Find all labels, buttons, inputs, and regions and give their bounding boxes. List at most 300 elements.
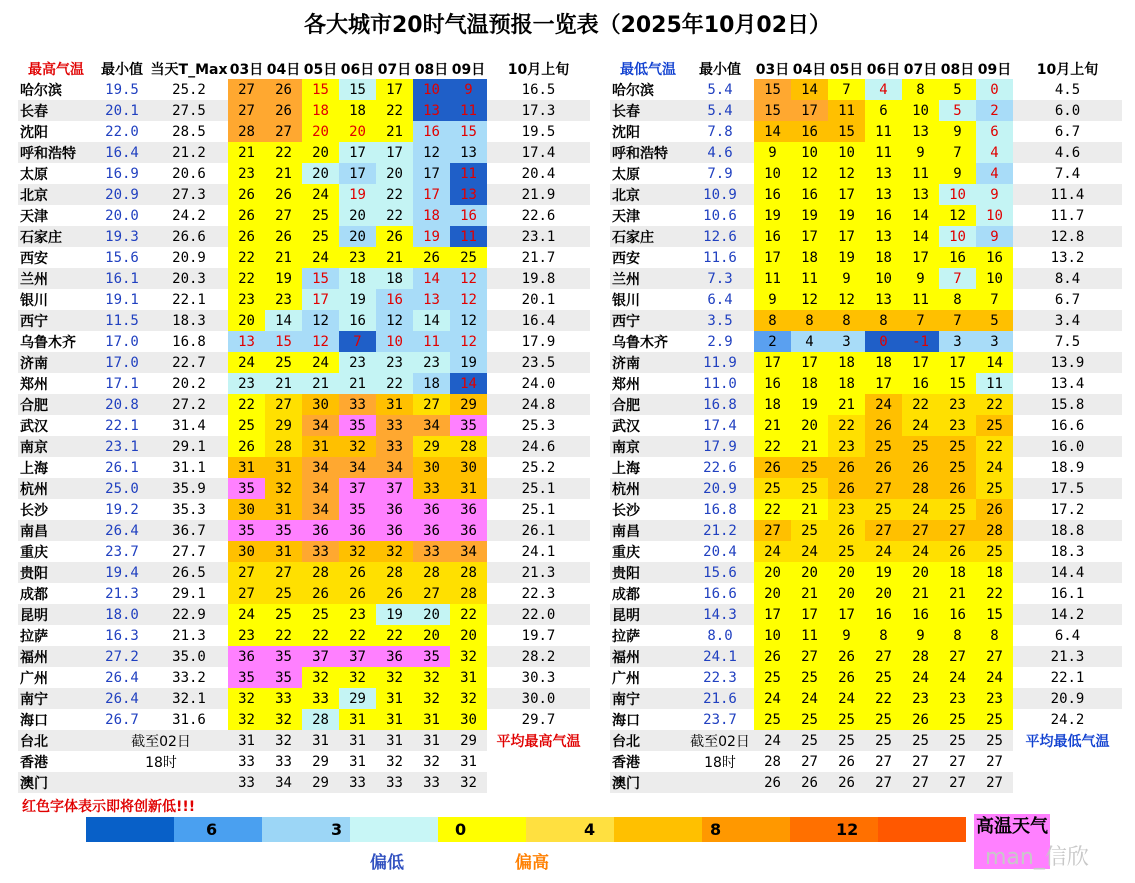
day-temp-cell: 27	[902, 520, 939, 541]
city-name: 拉萨	[20, 628, 48, 645]
day-temp-cell: 25	[791, 667, 828, 688]
clim-value: 11.7	[1050, 207, 1085, 224]
day-temp-cell: 33	[302, 688, 339, 709]
red-font-note: 红色字体表示即将创新低!!!	[22, 799, 196, 815]
city-name: 上海	[20, 460, 48, 477]
today-tmax: 35.9	[172, 480, 206, 497]
min-value: 22.3	[703, 669, 737, 686]
clim-value: 3.4	[1054, 312, 1081, 329]
clim-value: 22.1	[1050, 669, 1085, 686]
today-tmax: 31.4	[172, 417, 206, 434]
day-temp-cell: 14	[754, 121, 791, 142]
day-temp-cell: 20	[376, 163, 413, 184]
day-temp-cell: 28	[902, 646, 939, 667]
day-temp-cell: 31	[376, 394, 413, 415]
day-temp-cell: 9	[450, 79, 487, 100]
clim-value: 25.3	[521, 417, 556, 434]
day-temp-cell: 24	[754, 688, 791, 709]
clim-value: 4.6	[1054, 144, 1081, 161]
day-temp-cell: 9	[828, 268, 865, 289]
day-temp-cell: 9	[976, 184, 1013, 205]
day-temp-cell: 24	[302, 247, 339, 268]
city-name: 台北	[612, 733, 640, 750]
extra-info: 18时	[145, 754, 177, 771]
day-temp-cell: 18	[865, 352, 902, 373]
day-temp-cell: 31	[312, 732, 329, 749]
day-temp-cell: 32	[423, 753, 440, 770]
today-tmax: 18.3	[172, 312, 206, 329]
city-name: 武汉	[20, 418, 48, 435]
day-temp-cell: 16	[754, 184, 791, 205]
day-temp-cell: 26	[265, 100, 302, 121]
day-temp-cell: 28	[376, 562, 413, 583]
day-temp-cell: 25	[939, 709, 976, 730]
day-temp-cell: 18	[791, 373, 828, 394]
day-temp-cell: 23	[413, 352, 450, 373]
day-temp-cell: 24	[902, 541, 939, 562]
day-temp-cell: 34	[376, 457, 413, 478]
extra-row	[610, 730, 1122, 751]
table-row	[610, 268, 1122, 289]
table-row	[610, 247, 1122, 268]
day-temp-cell: 36	[450, 520, 487, 541]
day-temp-cell: 10	[754, 163, 791, 184]
day-temp-cell: 32	[265, 709, 302, 730]
column-header: 当天T_Max	[150, 61, 228, 78]
day-temp-cell: 17	[376, 79, 413, 100]
day-temp-cell: 26	[376, 583, 413, 604]
city-name: 重庆	[20, 544, 48, 561]
day-temp-cell: 11	[450, 100, 487, 121]
day-temp-cell: 26	[828, 457, 865, 478]
city-name: 广州	[20, 670, 48, 687]
day-temp-cell: 33	[265, 688, 302, 709]
day-temp-cell: 21	[265, 163, 302, 184]
min-value: 15.6	[703, 564, 737, 581]
day-temp-cell: 9	[902, 268, 939, 289]
day-temp-cell: 20	[828, 562, 865, 583]
city-name: 沈阳	[20, 124, 48, 141]
day-temp-cell: 17	[791, 226, 828, 247]
day-temp-cell: 24	[302, 352, 339, 373]
day-temp-cell: 19	[828, 205, 865, 226]
table-row	[18, 499, 590, 520]
day-temp-cell: 22	[265, 142, 302, 163]
table-row	[18, 646, 590, 667]
table-row	[18, 163, 590, 184]
city-name: 合肥	[612, 397, 640, 414]
day-temp-cell: 23	[339, 352, 376, 373]
day-temp-cell: 26	[228, 436, 265, 457]
extra-info: 截至02日	[690, 733, 750, 750]
day-temp-cell: 25	[976, 541, 1013, 562]
column-header: 10月上旬	[1036, 61, 1099, 78]
day-temp-cell: 22	[754, 499, 791, 520]
clim-value: 22.3	[521, 585, 556, 602]
day-temp-cell: 28	[450, 562, 487, 583]
day-temp-cell: 3	[939, 331, 976, 352]
day-temp-cell: 13	[450, 184, 487, 205]
min-value: 19.3	[105, 228, 139, 245]
day-temp-cell: 7	[902, 310, 939, 331]
legend-segment	[878, 817, 966, 842]
today-tmax: 29.1	[172, 438, 206, 455]
day-temp-cell: 24	[764, 732, 781, 749]
min-value: 6.4	[707, 291, 733, 308]
day-temp-cell: 22	[339, 625, 376, 646]
day-temp-cell: 36	[413, 499, 450, 520]
day-temp-cell: 34	[275, 774, 292, 791]
column-header: 08日	[414, 61, 449, 78]
city-name: 太原	[20, 166, 48, 183]
day-temp-cell: 27	[875, 774, 892, 791]
table-row	[610, 667, 1122, 688]
legend-tick-label: 4	[584, 820, 596, 839]
day-temp-cell: 17	[902, 247, 939, 268]
day-temp-cell: 16	[413, 121, 450, 142]
day-temp-cell: 11	[976, 373, 1013, 394]
today-tmax: 27.5	[172, 102, 206, 119]
day-temp-cell: 23	[939, 688, 976, 709]
day-temp-cell: 26	[865, 415, 902, 436]
min-value: 12.6	[703, 228, 737, 245]
day-temp-cell: 13	[865, 289, 902, 310]
day-temp-cell: 17	[413, 163, 450, 184]
extra-row	[18, 772, 590, 793]
table-row	[18, 373, 590, 394]
day-temp-cell: 18	[791, 247, 828, 268]
day-temp-cell: 26	[265, 184, 302, 205]
day-temp-cell: 36	[376, 646, 413, 667]
day-temp-cell: 17	[754, 352, 791, 373]
day-temp-cell: 17	[791, 352, 828, 373]
day-temp-cell: 13	[413, 100, 450, 121]
city-name: 贵阳	[20, 565, 48, 582]
day-temp-cell: 25	[302, 205, 339, 226]
min-value: 19.4	[105, 564, 139, 581]
legend-segment	[86, 817, 174, 842]
clim-value: 13.2	[1050, 249, 1085, 266]
day-temp-cell: 20	[865, 583, 902, 604]
day-temp-cell: 20	[791, 562, 828, 583]
legend-high-label: 偏高	[515, 853, 549, 873]
day-temp-cell: 11	[450, 226, 487, 247]
table-row	[610, 394, 1122, 415]
day-temp-cell: 32	[339, 436, 376, 457]
day-temp-cell: 10	[902, 100, 939, 121]
day-temp-cell: 16	[902, 604, 939, 625]
table-row	[18, 604, 590, 625]
day-temp-cell: 22	[228, 268, 265, 289]
today-tmax: 32.1	[172, 690, 206, 707]
day-temp-cell: 35	[265, 667, 302, 688]
table-row	[18, 415, 590, 436]
clim-value: 4.5	[1054, 81, 1081, 98]
day-temp-cell: 31	[265, 457, 302, 478]
clim-value: 18.8	[1050, 522, 1085, 539]
day-temp-cell: 22	[754, 436, 791, 457]
day-temp-cell: 21	[828, 394, 865, 415]
legend-tick-label: 8	[710, 820, 722, 839]
day-temp-cell: 21	[376, 121, 413, 142]
day-temp-cell: 20	[302, 142, 339, 163]
day-temp-cell: 21	[791, 436, 828, 457]
day-temp-cell: 22	[376, 373, 413, 394]
day-temp-cell: 27	[865, 646, 902, 667]
city-name: 香港	[20, 754, 48, 771]
day-temp-cell: 17	[339, 142, 376, 163]
clim-value: 23.1	[521, 228, 556, 245]
clim-value: 20.1	[521, 291, 556, 308]
table-row	[18, 289, 590, 310]
day-temp-cell: 6	[865, 100, 902, 121]
column-header: 最小值	[101, 61, 143, 78]
day-temp-cell: 11	[902, 163, 939, 184]
day-temp-cell: 27	[875, 753, 892, 770]
day-temp-cell: 13	[413, 289, 450, 310]
min-value: 23.7	[703, 711, 737, 728]
min-value: 22.6	[703, 459, 737, 476]
clim-value: 12.8	[1050, 228, 1085, 245]
day-temp-cell: 28	[413, 562, 450, 583]
day-temp-cell: 18	[976, 562, 1013, 583]
day-temp-cell: 25	[865, 667, 902, 688]
column-header: 最高气温	[28, 61, 84, 78]
day-temp-cell: 20	[450, 625, 487, 646]
day-temp-cell: 24	[976, 457, 1013, 478]
day-temp-cell: 23	[376, 352, 413, 373]
day-temp-cell: 35	[228, 667, 265, 688]
clim-value: 17.3	[521, 102, 556, 119]
city-name: 北京	[612, 187, 640, 204]
day-temp-cell: 26	[265, 79, 302, 100]
clim-value: 15.8	[1050, 396, 1085, 413]
extra-info	[686, 772, 754, 793]
day-temp-cell: 17	[865, 373, 902, 394]
day-temp-cell: 21	[339, 373, 376, 394]
day-temp-cell: 21	[791, 583, 828, 604]
legend-segment	[174, 817, 262, 842]
day-temp-cell: 19	[791, 394, 828, 415]
extra-info: 18时	[704, 754, 736, 771]
day-temp-cell: 20	[228, 310, 265, 331]
day-temp-cell: 26	[939, 478, 976, 499]
extra-tail: 平均最低气温	[1013, 730, 1122, 751]
city-name: 天津	[20, 208, 48, 225]
city-name: 西宁	[20, 313, 48, 330]
day-temp-cell: 26	[413, 247, 450, 268]
day-temp-cell: 3	[976, 331, 1013, 352]
day-temp-cell: 12	[791, 163, 828, 184]
clim-value: 25.1	[521, 501, 556, 518]
day-temp-cell: 20	[413, 604, 450, 625]
table-row	[18, 520, 590, 541]
day-temp-cell: 26	[228, 184, 265, 205]
day-temp-cell: 18	[413, 205, 450, 226]
min-value: 16.8	[703, 396, 737, 413]
city-name: 石家庄	[20, 229, 62, 246]
min-value: 4.6	[707, 144, 733, 161]
day-temp-cell: 35	[265, 520, 302, 541]
table-row	[18, 541, 590, 562]
city-name: 呼和浩特	[20, 145, 76, 162]
column-header: 03日	[229, 61, 264, 78]
day-temp-cell: 21	[902, 583, 939, 604]
day-temp-cell: 20	[754, 583, 791, 604]
day-temp-cell: 24	[302, 184, 339, 205]
column-header: 最小值	[699, 61, 741, 78]
table-row	[18, 625, 590, 646]
day-temp-cell: 18	[754, 394, 791, 415]
clim-value: 17.2	[1050, 501, 1085, 518]
table-row	[610, 625, 1122, 646]
day-temp-cell: 37	[376, 478, 413, 499]
day-temp-cell: 27	[801, 753, 818, 770]
day-temp-cell: 23	[939, 415, 976, 436]
day-temp-cell: 26	[265, 226, 302, 247]
clim-value: 7.5	[1054, 333, 1081, 350]
city-name: 上海	[612, 460, 640, 477]
extra-tail	[1013, 751, 1122, 772]
min-value: 19.1	[105, 291, 139, 308]
day-temp-cell: 27	[986, 774, 1003, 791]
day-temp-cell: 18	[413, 373, 450, 394]
day-temp-cell: 16	[339, 310, 376, 331]
today-tmax: 24.2	[172, 207, 206, 224]
day-temp-cell: 22	[976, 394, 1013, 415]
min-value: 8.0	[707, 627, 733, 644]
min-value: 7.3	[707, 270, 733, 287]
day-temp-cell: 8	[865, 310, 902, 331]
day-temp-cell: 14	[791, 79, 828, 100]
day-temp-cell: 34	[302, 457, 339, 478]
clim-value: 19.5	[521, 123, 556, 140]
day-temp-cell: 30	[450, 457, 487, 478]
column-header: 06日	[866, 61, 901, 78]
day-temp-cell: 25	[754, 667, 791, 688]
city-name: 石家庄	[612, 229, 654, 246]
day-temp-cell: 25	[791, 457, 828, 478]
clim-value: 16.4	[521, 312, 556, 329]
column-header: 07日	[903, 61, 938, 78]
day-temp-cell: 28	[450, 583, 487, 604]
day-temp-cell: 31	[450, 478, 487, 499]
table-row	[18, 331, 590, 352]
page-title: 各大城市20时气温预报一览表（2025年10月02日）	[303, 13, 832, 38]
day-temp-cell: 36	[450, 499, 487, 520]
min-value: 3.5	[707, 312, 733, 329]
clim-value: 24.0	[521, 375, 556, 392]
day-temp-cell: 32	[376, 667, 413, 688]
day-temp-cell: 15	[302, 79, 339, 100]
min-value: 11.6	[703, 249, 737, 266]
min-value: 10.6	[703, 207, 737, 224]
min-value: 23.1	[105, 438, 139, 455]
min-value: 26.4	[105, 690, 139, 707]
clim-value: 13.9	[1050, 354, 1085, 371]
today-tmax: 29.1	[172, 585, 206, 602]
clim-value: 16.6	[1050, 417, 1085, 434]
day-temp-cell: 23	[828, 436, 865, 457]
day-temp-cell: 18	[828, 373, 865, 394]
column-header: 05日	[829, 61, 864, 78]
day-temp-cell: 20	[828, 583, 865, 604]
clim-value: 16.5	[521, 81, 556, 98]
column-header: 04日	[792, 61, 827, 78]
day-temp-cell: 27	[265, 205, 302, 226]
city-name: 台北	[20, 733, 48, 750]
day-temp-cell: 27	[912, 753, 929, 770]
day-temp-cell: 37	[339, 478, 376, 499]
table-row	[610, 184, 1122, 205]
low-temp-table	[610, 58, 1122, 793]
day-temp-cell: 16	[376, 289, 413, 310]
min-value: 16.3	[105, 627, 139, 644]
day-temp-cell: 22	[302, 625, 339, 646]
day-temp-cell: 27	[949, 774, 966, 791]
day-temp-cell: 36	[228, 646, 265, 667]
day-temp-cell: 24	[228, 352, 265, 373]
day-temp-cell: 32	[228, 709, 265, 730]
day-temp-cell: 5	[939, 100, 976, 121]
day-temp-cell: 34	[302, 499, 339, 520]
clim-value: 28.2	[521, 648, 556, 665]
legend-tick-label: 12	[836, 820, 859, 839]
day-temp-cell: 20	[339, 121, 376, 142]
day-temp-cell: 31	[460, 753, 477, 770]
day-temp-cell: 31	[450, 667, 487, 688]
city-name: 成都	[20, 586, 48, 603]
day-temp-cell: 17	[376, 142, 413, 163]
column-header: 07日	[377, 61, 412, 78]
day-temp-cell: 25	[265, 604, 302, 625]
table-row	[610, 604, 1122, 625]
table-row	[610, 709, 1122, 730]
clim-value: 6.7	[1054, 291, 1081, 308]
day-temp-cell: 11	[791, 268, 828, 289]
legend-segment	[790, 817, 878, 842]
day-temp-cell: 25	[976, 478, 1013, 499]
table-row	[610, 562, 1122, 583]
day-temp-cell: 28	[450, 436, 487, 457]
day-temp-cell: 24	[902, 667, 939, 688]
day-temp-cell: 25	[865, 499, 902, 520]
day-temp-cell: 27	[986, 753, 1003, 770]
day-temp-cell: 25	[302, 604, 339, 625]
city-name: 澳门	[612, 775, 640, 792]
today-tmax: 27.7	[172, 543, 206, 560]
day-temp-cell: 24	[828, 688, 865, 709]
clim-value: 26.1	[521, 522, 556, 539]
clim-value: 30.3	[521, 669, 556, 686]
min-value: 19.2	[105, 501, 139, 518]
day-temp-cell: 8	[902, 79, 939, 100]
day-temp-cell: 25	[939, 436, 976, 457]
day-temp-cell: 18	[339, 268, 376, 289]
day-temp-cell: 22	[976, 583, 1013, 604]
city-name: 呼和浩特	[612, 145, 668, 162]
day-temp-cell: 25	[450, 247, 487, 268]
day-temp-cell: 26	[228, 205, 265, 226]
today-tmax: 20.2	[172, 375, 206, 392]
extra-tail	[487, 772, 590, 793]
min-value: 17.9	[703, 438, 737, 455]
clim-value: 24.6	[521, 438, 556, 455]
city-name: 福州	[20, 649, 48, 666]
min-value: 5.4	[707, 102, 733, 119]
min-value: 7.9	[707, 165, 733, 182]
day-temp-cell: 27	[976, 646, 1013, 667]
